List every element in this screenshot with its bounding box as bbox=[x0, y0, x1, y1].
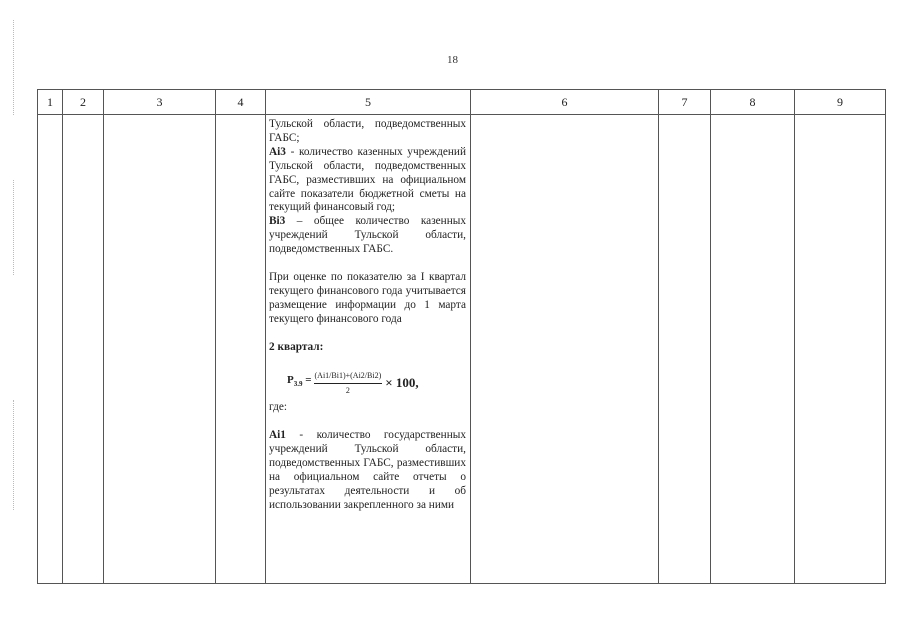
cell-col-2 bbox=[63, 115, 104, 584]
cell-col-7 bbox=[659, 115, 711, 584]
text-ai1: - количество государственных учреждений Тульской области, подведомственных ГАБС, разместивших на официальном сайте отчеты о результатах деятельности и об использовании закрепленного за ними bbox=[269, 429, 466, 511]
margin-dots-middle bbox=[13, 180, 15, 275]
text-bi3: – общее количество казенных учреждений Тульской области, подведомственных ГАБС. bbox=[269, 215, 466, 256]
symbol-ai1: Аi1 bbox=[269, 429, 286, 442]
table-row bbox=[38, 115, 886, 584]
formula-lhs-sub: 3.9 bbox=[293, 380, 303, 389]
header-col-5: 5 bbox=[266, 90, 471, 115]
header-col-7: 7 bbox=[659, 90, 711, 115]
formula-lhs: P bbox=[287, 373, 294, 386]
symbol-bi3: Вi3 bbox=[269, 215, 286, 228]
document-table bbox=[37, 89, 886, 584]
formula-numerator: (Ai1/Bi1)+(Ai2/Bi2) bbox=[314, 369, 383, 384]
formula-denominator: 2 bbox=[345, 385, 350, 395]
header-col-6: 6 bbox=[471, 90, 659, 115]
header-col-4: 4 bbox=[216, 90, 266, 115]
header-col-2: 2 bbox=[63, 90, 104, 115]
header-col-9: 9 bbox=[795, 90, 886, 115]
cell-col-8 bbox=[711, 115, 795, 584]
paragraph-bi3 bbox=[269, 215, 466, 257]
formula-rhs: × 100, bbox=[385, 375, 419, 391]
text-ai3: - количество казенных учреждений Тульской области, подведомственных ГАБС, разместивших на официальном сайте показатели бюджетной сметы на текущий финансовый год; bbox=[269, 145, 466, 214]
symbol-ai3: Аi3 bbox=[269, 145, 286, 158]
paragraph-ai1 bbox=[269, 429, 466, 512]
cell-col-3 bbox=[104, 115, 216, 584]
where-label: где: bbox=[269, 401, 287, 414]
cell-col-1 bbox=[38, 115, 63, 584]
header-col-3: 3 bbox=[104, 90, 216, 115]
margin-dots-top bbox=[13, 20, 15, 115]
cell-col-9 bbox=[795, 115, 886, 584]
heading-q2: 2 квартал: bbox=[269, 340, 324, 353]
paragraph-q1-note: При оценке по показателю за I квартал текущего финансового года учитывается размещение информации до 1 марта текущего финансового года bbox=[269, 271, 466, 325]
cell-col-5 bbox=[266, 115, 471, 584]
margin-dots-bottom bbox=[13, 400, 15, 510]
header-col-8: 8 bbox=[711, 90, 795, 115]
cell-col-6 bbox=[471, 115, 659, 584]
indicator-description bbox=[266, 115, 470, 513]
paragraph-continuation: Тульской области, подведомственных ГАБС; bbox=[269, 118, 466, 144]
formula-equals: = bbox=[302, 373, 312, 386]
page-number: 18 bbox=[447, 54, 458, 66]
cell-col-4 bbox=[216, 115, 266, 584]
formula-fraction bbox=[314, 369, 383, 398]
paragraph-ai3 bbox=[269, 146, 466, 216]
formula-p39 bbox=[287, 369, 466, 398]
table-header-row bbox=[38, 90, 886, 115]
header-col-1: 1 bbox=[38, 90, 63, 115]
